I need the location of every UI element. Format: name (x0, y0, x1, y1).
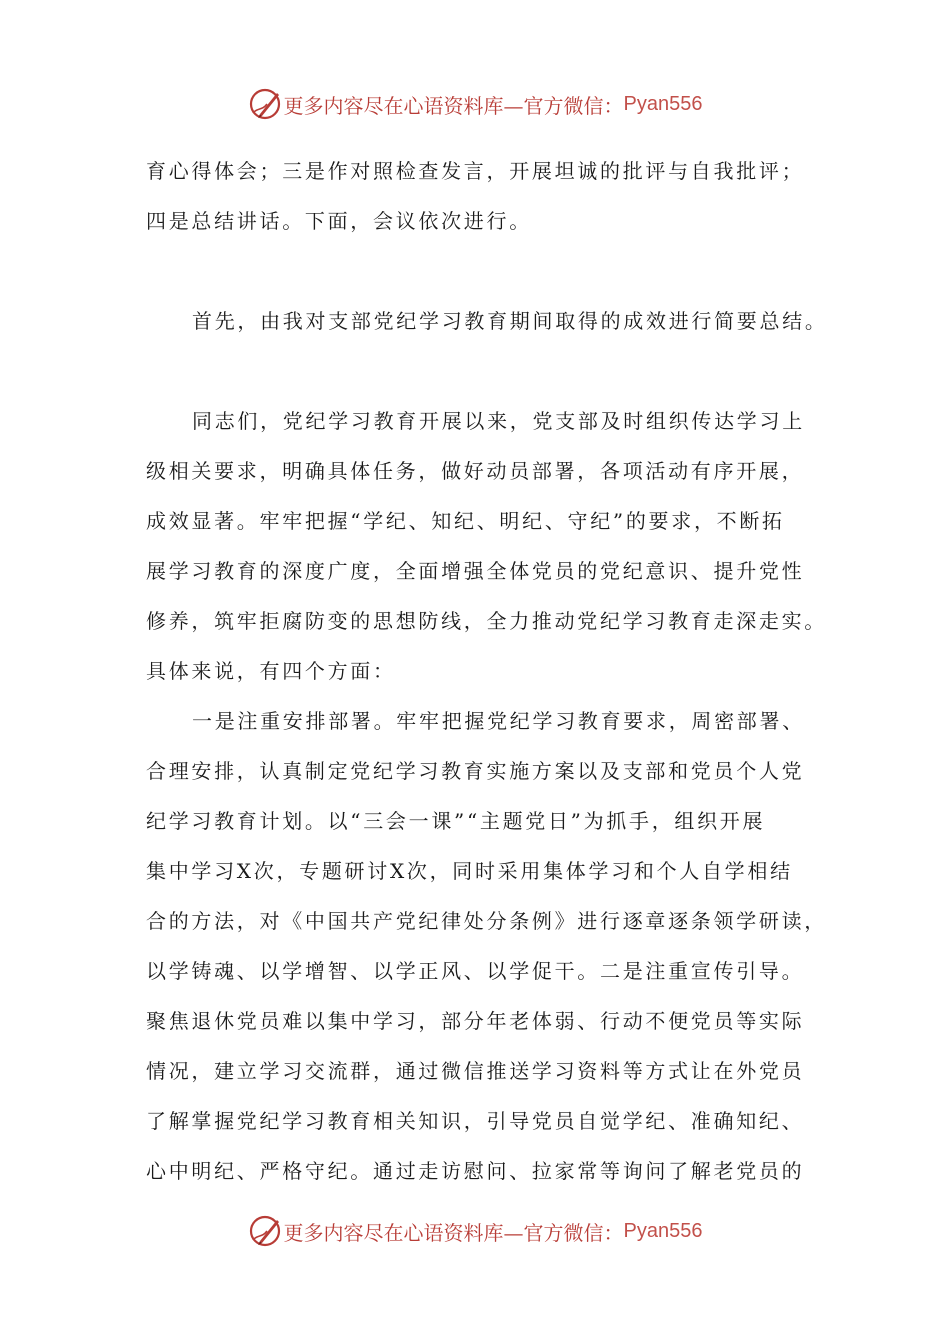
paragraph-line: 合理安排，认真制定党纪学习教育实施方案以及支部和党员个人党 (146, 759, 805, 783)
paragraph-gap (146, 346, 826, 396)
paragraph-line: 同志们，党纪学习教育开展以来，党支部及时组织传达学习上 (192, 409, 805, 433)
paragraph-line: 了解掌握党纪学习教育相关知识，引导党员自觉学纪、准确知纪、 (146, 1109, 805, 1133)
paragraph-line: 成效显著。牢牢把握“学纪、知纪、明纪、守纪”的要求，不断拓 (146, 509, 785, 533)
paragraph-line: 合的方法，对《中国共产党纪律处分条例》进行逐章逐条领学研读， (146, 909, 827, 933)
paragraph-line: 修养，筑牢拒腐防变的思想防线，全力推动党纪学习教育走深走实。 (146, 609, 827, 633)
footer-banner (0, 1211, 950, 1251)
document-body (146, 146, 826, 1196)
paragraph-line: 集中学习X次，专题研讨X次，同时采用集体学习和个人自学相结 (146, 859, 793, 883)
paragraph-line: 一是注重安排部署。牢牢把握党纪学习教育要求，周密部署、 (192, 709, 805, 733)
paragraph-line: 以学铸魂、以学增智、以学正风、以学促干。二是注重宣传引导。 (146, 959, 805, 983)
paragraph-line: 纪学习教育计划。以“三会一课”“主题党日”为抓手，组织开展 (146, 809, 766, 833)
paragraph-line: 情况，建立学习交流群，通过微信推送学习资料等方式让在外党员 (146, 1059, 805, 1083)
paragraph-gap (146, 246, 826, 296)
banner-text: 更多内容尽在心语资料库—官方微信： (283, 1220, 624, 1245)
paragraph-line: 心中明纪、严格守纪。通过走访慰问、拉家常等询问了解老党员的 (146, 1159, 805, 1183)
pen-in-circle-icon (248, 1214, 282, 1248)
banner-text: 更多内容尽在心语资料库—官方微信： (283, 93, 624, 118)
paragraph-line: 首先，由我对支部党纪学习教育期间取得的成效进行简要总结。 (192, 309, 828, 333)
pen-in-circle-icon (248, 87, 282, 121)
wechat-id: Pyan556 (623, 92, 703, 115)
paragraph-line: 级相关要求，明确具体任务，做好动员部署，各项活动有序开展， (146, 459, 805, 483)
header-banner (0, 84, 950, 124)
paragraph-line: 育心得体会；三是作对照检查发言，开展坦诚的批评与自我批评； (146, 159, 805, 183)
paragraph-line: 展学习教育的深度广度，全面增强全体党员的党纪意识、提升党性 (146, 559, 805, 583)
paragraph-line: 四是总结讲话。下面，会议依次进行。 (146, 209, 532, 233)
wechat-id: Pyan556 (623, 1219, 703, 1242)
paragraph-line: 具体来说，有四个方面： (146, 659, 396, 683)
paragraph-line: 聚焦退休党员难以集中学习，部分年老体弱、行动不便党员等实际 (146, 1009, 805, 1033)
